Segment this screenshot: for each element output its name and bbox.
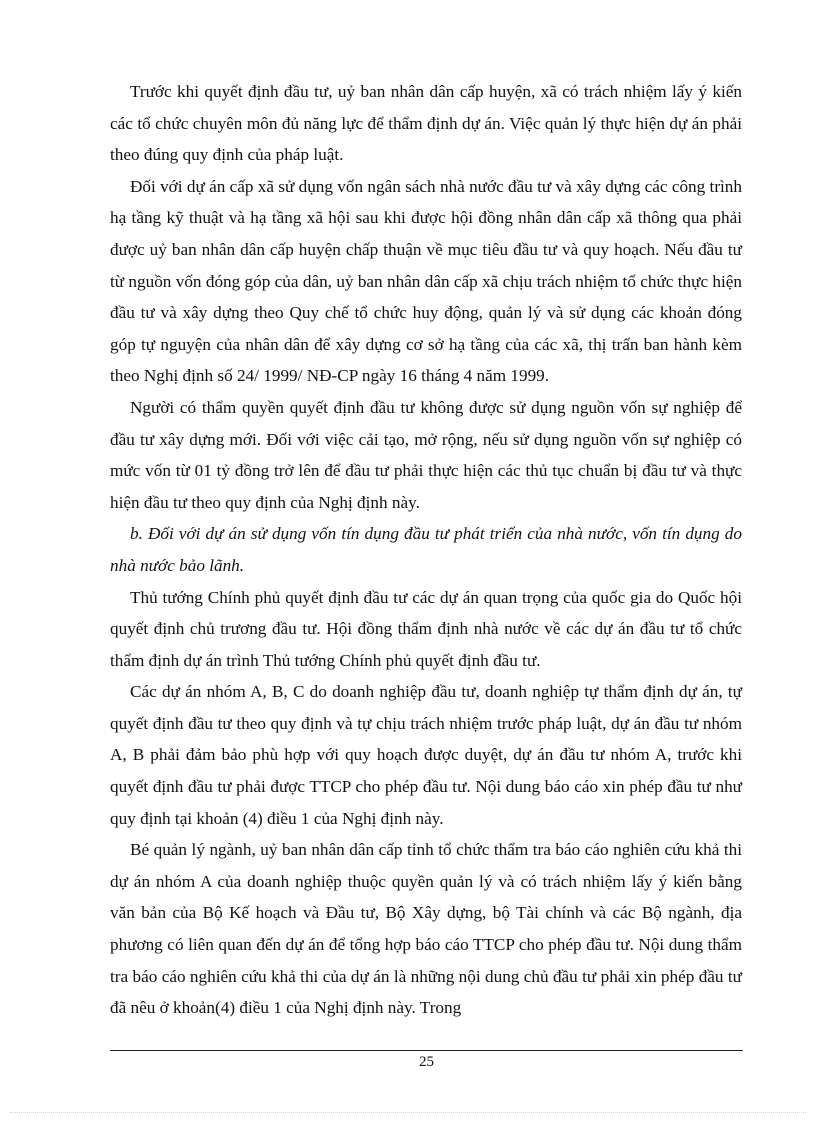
- footer-divider: [110, 1050, 743, 1051]
- page-number: 25: [419, 1054, 434, 1070]
- paragraph-5: Các dự án nhóm A, B, C do doanh nghiệp đầu tư, doanh nghiệp tự thẩm định dự án, tự quyết định đầu tư theo quy định và tự chịu trách nhiệm trước pháp luật, dự án đầu tư nhóm A, B phải đảm bảo phù hợp với quy hoạch được duyệt, dự án đầu tư nhóm A, trước khi quyết định đầu tư phải được TTCP cho phép đầu tư. Nội dung báo cáo xin phép đầu tư như quy định tại khoản (4) điều 1 của Nghị định này.: [110, 682, 742, 828]
- paragraph-3: Người có thẩm quyền quyết định đầu tư không được sử dụng nguồn vốn sự nghiệp để đầu tư xây dựng mới. Đối với việc cải tạo, mở rộng, nếu sử dụng nguồn vốn sự nghiệp có mức vốn từ 01 tỷ đồng trở lên để đầu tư phải thực hiện các thủ tục chuẩn bị đầu tư và thực hiện đầu tư theo quy định của Nghị định này.: [110, 397, 742, 512]
- section-subheading: b. Đối với dự án sử dụng vốn tín dụng đầu tư phát triển của nhà nước, vốn tín dụng do nhà nước bảo lãnh.: [110, 524, 742, 575]
- paragraph-4: Thủ tướng Chính phủ quyết định đầu tư các dự án quan trọng của quốc gia do Quốc hội quyết định chủ trương đầu tư. Hội đồng thẩm định nhà nước về các dự án đầu tư tổ chức thẩm định dự án trình Thủ tướng Chính phủ quyết định đầu tư.: [110, 587, 742, 670]
- paragraph-1: Trước khi quyết định đầu tư, uỷ ban nhân dân cấp huyện, xã có trách nhiệm lấy ý kiến các tổ chức chuyên môn đủ năng lực để thẩm định dự án. Việc quản lý thực hiện dự án phải theo đúng quy định của pháp luật.: [110, 82, 742, 165]
- document-body: [110, 76, 742, 1024]
- paragraph-6: Bé quản lý ngành, uỷ ban nhân dân cấp tỉnh tổ chức thẩm tra báo cáo nghiên cứu khả thi dự án nhóm A của doanh nghiệp thuộc quyền quản lý và có trách nhiệm lấy ý kiến bằng văn bản của Bộ Kế hoạch và Đầu tư, Bộ Xây dựng, bộ Tài chính và các Bộ ngành, địa phương có liên quan đến dự án để tổng hợp báo cáo TTCP cho phép đầu tư. Nội dung thẩm tra báo cáo nghiên cứu khả thi của dự án là những nội dung chủ đầu tư phải xin phép đầu tư đã nêu ở khoản(4) điều 1 của Nghị định này. Trong: [110, 840, 742, 1018]
- page-bottom-dotted-border: [10, 1112, 806, 1113]
- paragraph-2: Đối với dự án cấp xã sử dụng vốn ngân sách nhà nước đầu tư và xây dựng các công trình hạ tầng kỹ thuật và hạ tầng xã hội sau khi được hội đồng nhân dân cấp xã thông qua phải được uỷ ban nhân dân cấp huyện chấp thuận về mục tiêu đầu tư và quy hoạch. Nếu đầu tư từ nguồn vốn đóng góp của dân, uỷ ban nhân dân cấp xã chịu trách nhiệm tổ chức thực hiện đầu tư và xây dựng theo Quy chế tổ chức huy động, quản lý và sử dụng các khoản đóng góp tự nguyện của nhân dân để xây dựng cơ sở hạ tầng của các xã, thị trấn ban hành kèm theo Nghị định số 24/ 1999/ NĐ-CP ngày 16 tháng 4 năm 1999.: [110, 176, 742, 386]
